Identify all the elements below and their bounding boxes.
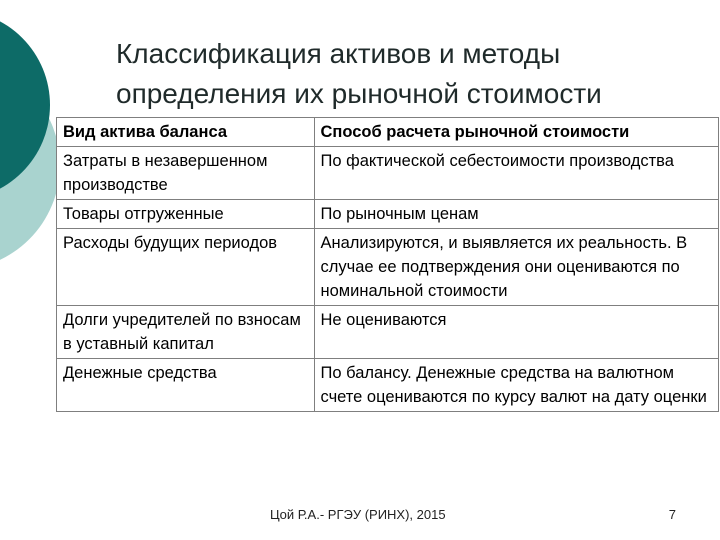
table-row (57, 147, 719, 200)
valuation-method-cell: По рыночным ценам (314, 200, 719, 229)
asset-type-cell: Расходы будущих периодов (57, 229, 315, 306)
asset-type-cell: Товары отгруженные (57, 200, 315, 229)
table-row (57, 229, 719, 306)
table-row (57, 359, 719, 412)
valuation-method-cell: По фактической себестоимости производства (314, 147, 719, 200)
asset-type-cell: Денежные средства (57, 359, 315, 412)
table-row (57, 200, 719, 229)
asset-classification-table (56, 117, 719, 412)
column-header-asset-type: Вид актива баланса (57, 118, 315, 147)
asset-type-cell: Долги учредителей по взносам в уставный капитал (57, 306, 315, 359)
title-line-2: определения их рыночной стоимости (116, 78, 602, 109)
title-line-1: Классификация активов и методы (116, 38, 561, 69)
valuation-method-cell: Не оцениваются (314, 306, 719, 359)
decorative-circles (0, 0, 60, 300)
column-header-valuation-method: Способ расчета рыночной стоимости (314, 118, 719, 147)
slide-footer: Цой Р.А.- РГЭУ (РИНХ), 2015 (270, 507, 446, 522)
asset-type-cell: Затраты в незавершенном производстве (57, 147, 315, 200)
page-number: 7 (668, 507, 676, 522)
table-row (57, 306, 719, 359)
table-header-row (57, 118, 719, 147)
valuation-method-cell: Анализируются, и выявляется их реальность. В случае ее подтверждения они оцениваются по номинальной стоимости (314, 229, 719, 306)
valuation-method-cell: По балансу. Денежные средства на валютном счете оцениваются по курсу валют на дату оценки (314, 359, 719, 412)
slide-title (116, 34, 706, 114)
